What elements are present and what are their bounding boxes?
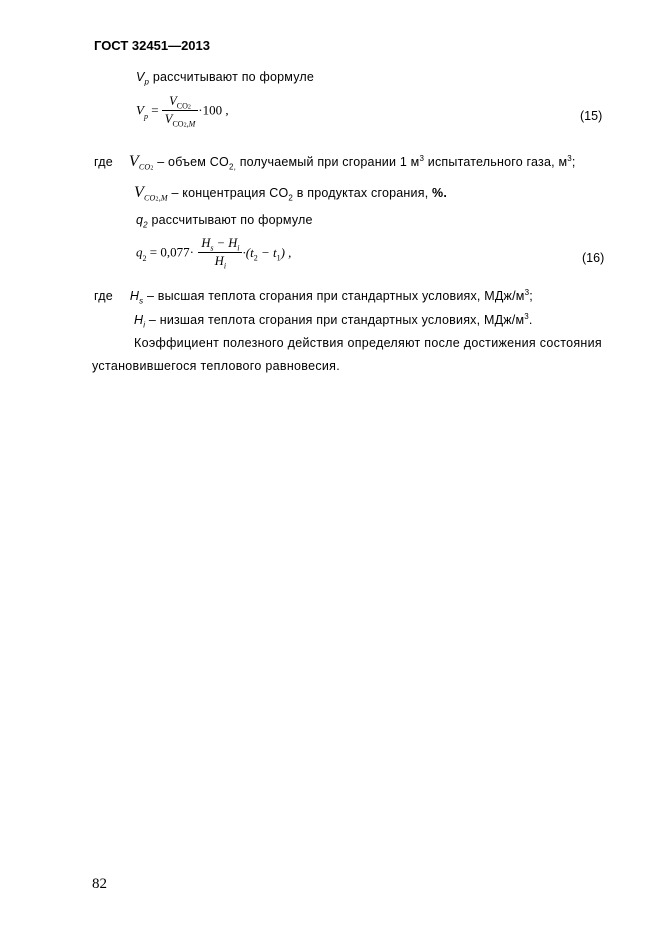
vco2m-symbol: V <box>134 184 144 201</box>
formula-16-tail: $\cdot(t_2 - t_1)$ , <box>242 244 292 263</box>
formula-15-eq: = <box>147 102 162 118</box>
formula-16-fraction <box>198 236 242 269</box>
equation-number-16: (16) <box>582 251 605 265</box>
definition-hs: где $H_s$ – высшая теплота сгорания при стандартных условиях, МДж/$м^3$; <box>94 287 533 306</box>
vp-symbol-sub: p <box>144 77 150 87</box>
hs-symbol: H <box>129 289 140 303</box>
q2-intro-line: $q_2$ рассчитывают по формуле <box>136 213 313 230</box>
formula-15-denominator: $V_{CO2,M}$ <box>164 112 196 129</box>
vp-symbol: V <box>136 70 145 84</box>
equation-number-15: (15) <box>580 109 603 123</box>
formula-16: $q_2 = 0,077\cdot$ $\frac{H_s - H_i}{H_i}$ $\cdot(t_2 - t_1)$ , <box>136 236 292 271</box>
formula-15-lhs-sub: p <box>143 111 148 121</box>
definition-vco2: где $V_{CO2}$ – объем $CO_{2,}$ получаемый при сгорании 1 $м^3$ испытательного газа, $м^3$; <box>94 153 576 172</box>
formula-15 <box>136 94 229 127</box>
definition-lead: где <box>94 155 113 169</box>
q2-symbol: q <box>136 213 144 227</box>
formula-15-lhs: V <box>136 102 144 118</box>
page-number: 82 <box>92 876 107 892</box>
efficiency-paragraph: Коэффициент полезного действия определяют после достижения состояния установившегося теплового равновесия. <box>92 336 602 373</box>
formula-16-eq: = 0,077· <box>146 244 194 260</box>
formula-16-numerator: $H_s - H_i$ <box>198 236 242 253</box>
formula-16-denominator: $H_i$ <box>214 254 227 271</box>
vp-intro-line <box>136 70 315 87</box>
definition-hi: $H_i$ – низшая теплота сгорания при стандартных условиях, МДж/$м^3$. <box>134 311 533 330</box>
formula-15-tail: ·100 , <box>198 102 229 118</box>
definition-vco2m: $V_{CO2,M}$ – концентрация $CO_2$ в продуктах сгорания, %. <box>134 184 448 203</box>
vco2-symbol: V <box>128 153 139 170</box>
formula-15-numerator: $V_{CO2}$ <box>162 94 198 111</box>
formula-16-lhs: q <box>136 244 143 260</box>
formula-15-fraction <box>162 94 198 127</box>
hi-symbol: H <box>134 313 144 327</box>
document-header: ГОСТ 32451—2013 <box>94 38 210 53</box>
vp-intro-text: рассчитывают по формуле <box>149 70 315 84</box>
